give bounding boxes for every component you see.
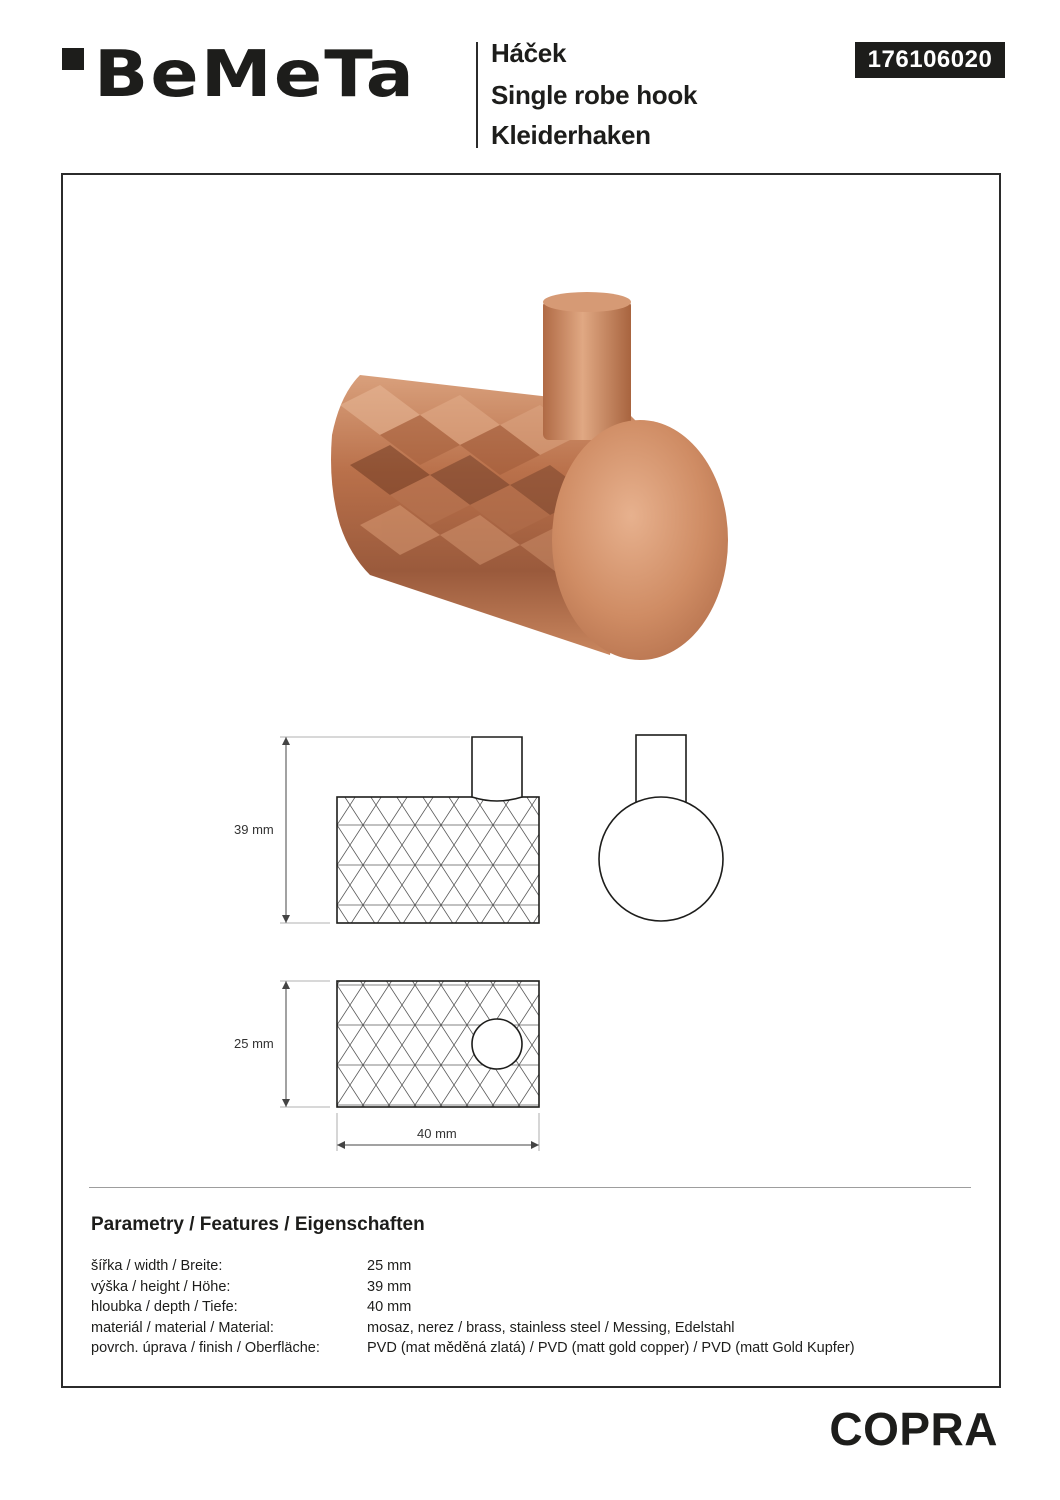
product-code-badge: 176106020	[855, 42, 1005, 78]
depth-dimension-label: 40 mm	[417, 1126, 457, 1141]
spec-row-width	[91, 1258, 971, 1279]
section-divider	[89, 1187, 971, 1188]
spec-label: materiál / material / Material:	[91, 1319, 274, 1336]
width-dimension-label: 25 mm	[234, 1036, 274, 1051]
front-view	[234, 737, 539, 923]
series-name: COPRA	[829, 1403, 998, 1455]
spec-label: výška / height / Höhe:	[91, 1278, 231, 1295]
brand-logo	[62, 30, 422, 110]
title-english: Single robe hook	[491, 80, 698, 110]
spec-value: 25 mm	[367, 1258, 412, 1274]
spec-value: 39 mm	[367, 1278, 412, 1295]
top-view	[234, 981, 539, 1151]
spec-value: mosaz, nerez / brass, stainless steel / Messing, Edelstahl	[367, 1319, 735, 1336]
spec-row-finish	[91, 1340, 971, 1361]
spec-row-material	[91, 1320, 971, 1341]
spec-row-depth	[91, 1299, 971, 1320]
spec-label: šířka / width / Breite:	[91, 1258, 223, 1274]
title-czech: Háček	[491, 38, 567, 68]
spec-row-height	[91, 1279, 971, 1300]
spec-value: PVD (mat měděná zlatá) / PVD (matt gold copper) / PVD (matt Gold Kupfer)	[367, 1340, 855, 1356]
height-dimension-label: 39 mm	[234, 822, 274, 837]
spec-value: 40 mm	[367, 1299, 412, 1315]
title-german: Kleiderhaken	[491, 120, 651, 150]
spec-table	[91, 1258, 971, 1361]
spec-label: hloubka / depth / Tiefe:	[91, 1299, 238, 1315]
technical-drawing	[220, 725, 760, 1165]
side-view	[599, 735, 723, 921]
svg-text:BeMeTa: BeMeTa	[94, 38, 416, 110]
header-divider	[476, 42, 478, 148]
features-heading: Parametry / Features / Eigenschaften	[91, 1214, 425, 1235]
product-photo	[320, 285, 740, 675]
spec-label: povrch. úprava / finish / Oberfläche:	[91, 1340, 320, 1356]
